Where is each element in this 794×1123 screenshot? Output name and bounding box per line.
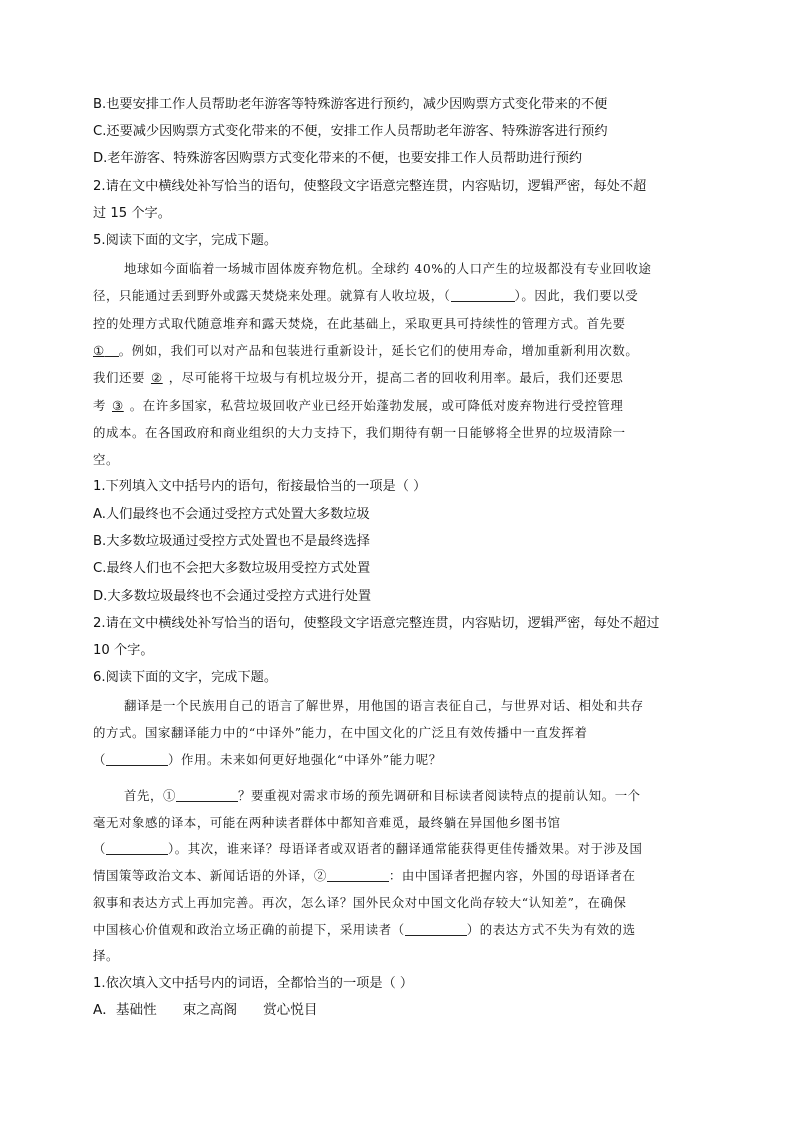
q4-option-c: C.还要减少因购票方式变化带来的不便，安排工作人员帮助老年游客、特殊游客进行预约 [93, 124, 608, 139]
q6-passage-line2: 的方式。国家翻译能力中的“中译外”能力，在中国文化的广泛且有效传播中一直发挥着 [93, 725, 588, 740]
q5-option-a: A.人们最终也不会通过受控方式处置大多数垃圾 [93, 507, 370, 522]
q6-passage-line1: 翻译是一个民族用自己的语言了解世界，用他国的语言表征自己，与世界对话、相处和共存 [124, 698, 644, 713]
q6-passage-line9: 中国核心价值观和政治立场正确的前提下，采用读者（ ）的表达方式不失为有效的选 [93, 922, 636, 937]
fill-blank [106, 753, 168, 766]
fill-blank [327, 869, 389, 882]
q5-sub2-line2: 10 个字。 [93, 643, 154, 658]
q5-passage-line3: 控的处理方式取代随意堆弃和露天焚烧，在此基础上，采取更具可持续性的管理方式。首先要 [93, 316, 626, 331]
q4-option-d: D.老年游客、特殊游客因购票方式变化带来的不便，也要安排工作人员帮助进行预约 [93, 151, 583, 166]
q6-heading: 6.阅读下面的文字，完成下题。 [93, 670, 278, 685]
q6-option-a: A．基础性 束之高阁 赏心悦目 [93, 1002, 318, 1018]
q4-sub2-line1: 2.请在文中横线处补写恰当的语句，使整段文字语意完整连贯，内容贴切，逻辑严密，每处不超 [93, 179, 647, 194]
q6-passage-line6: （ ）。其次，谁来译？母语译者或双语者的翻译通常能获得更佳传播效果。对于涉及国 [93, 841, 643, 856]
q6-passage-line7: 情国策等政治文本、新闻话语的外译，② ：由中国译者把握内容，外国的母语译者在 [93, 868, 636, 883]
q5-passage-line6: 考 ③ 。在许多国家，私营垃圾回收产业已经开始蓬勃发展，或可降低对废弃物进行受控管理 [93, 398, 624, 413]
q4-option-b: B.也要安排工作人员帮助老年游客等特殊游客进行预约，减少因购票方式变化带来的不便 [93, 97, 608, 112]
fill-blank [451, 289, 515, 302]
q6-passage-line8: 叙事和表达方式上再加完善。再次，怎么译？国外民众对中国文化尚存较大“认知差”，在确保 [93, 895, 627, 910]
q6-sub1-stem: 1.依次填入文中括号内的词语，全都恰当的一项是（ ） [93, 976, 414, 991]
q5-passage-line8: 空。 [93, 452, 119, 467]
q5-option-b: B.大多数垃圾通过受控方式处置也不是最终选择 [93, 534, 370, 549]
q6-passage-line10: 择。 [93, 948, 119, 963]
q5-sub1-stem: 1.下列填入文中括号内的语句，衔接最恰当的一项是（ ） [93, 479, 427, 494]
q5-passage-line5: 我们还要 ② ，尽可能将干垃圾与有机垃圾分开，提高二者的回收利用率。最后，我们还要思 [93, 370, 624, 385]
q6-passage-line5: 毫无对象感的译本，可能在两种读者群体中都知音难觅，最终躺在异国他乡图书馆 [93, 815, 561, 830]
fill-blank [105, 344, 119, 357]
q5-option-d: D.大多数垃圾最终也不会通过受控方式进行处置 [93, 589, 372, 604]
fill-blank [176, 789, 238, 802]
fill-blank [405, 923, 467, 936]
q4-sub2-line2: 过 15 个字。 [93, 206, 171, 221]
q5-option-c: C.最终人们也不会把大多数垃圾用受控方式处置 [93, 561, 371, 576]
q5-sub2-line1: 2.请在文中横线处补写恰当的语句，使整段文字语意完整连贯，内容贴切，逻辑严密，每处不超过 [93, 616, 660, 631]
q5-heading: 5.阅读下面的文字，完成下题。 [93, 233, 278, 248]
q5-passage-line4: ① 。例如，我们可以对产品和包装进行重新设计，延长它们的使用寿命，增加重新利用次数。 [93, 343, 639, 358]
q6-passage-line3: （ ）作用。未来如何更好地强化“中译外”能力呢？ [93, 752, 442, 767]
fill-blank [106, 842, 168, 855]
q5-passage-line2: 径，只能通过丢到野外或露天焚烧来处理。就算有人收垃圾，（ ）。因此，我们要以受 [93, 288, 639, 303]
q5-passage-line1: 地球如今面临着一场城市固体废弃物危机。全球约 40%的人口产生的垃圾都没有专业回收途 [124, 261, 652, 276]
q5-passage-line7: 的成本。在各国政府和商业组织的大力支持下，我们期待有朝一日能够将全世界的垃圾清除一 [93, 425, 626, 440]
q6-passage-line4: 首先，① ？要重视对需求市场的预先调研和目标读者阅读特点的提前认知。一个 [124, 788, 641, 803]
